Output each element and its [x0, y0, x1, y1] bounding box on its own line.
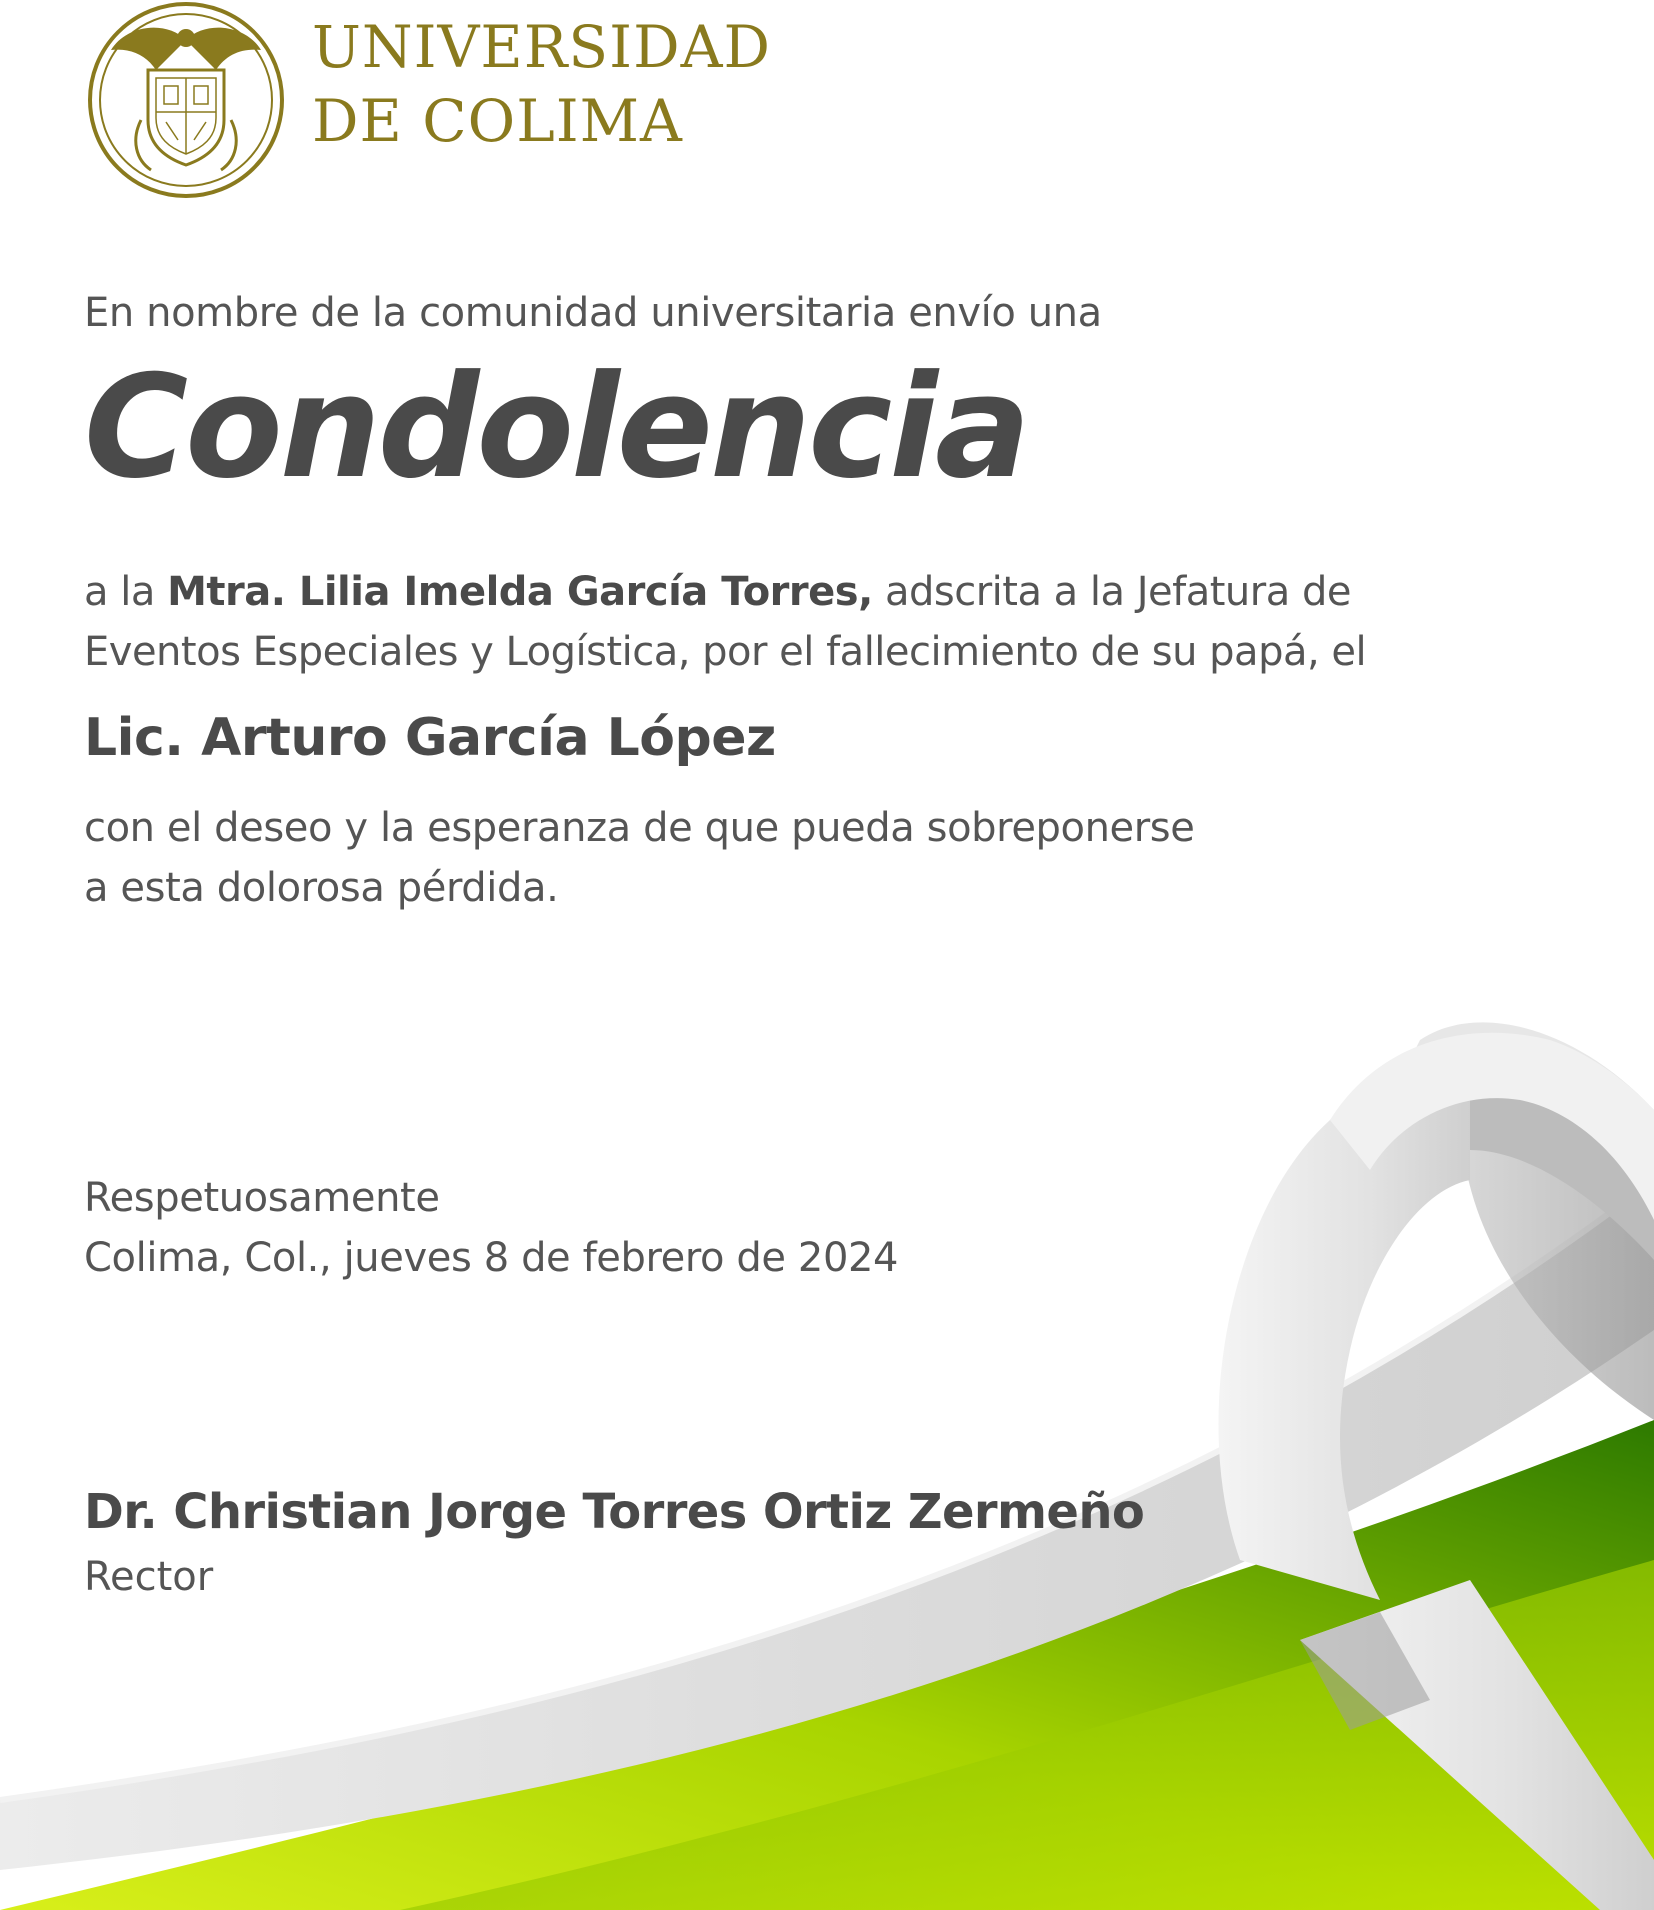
university-name-line2: DE COLIMA — [312, 87, 683, 155]
recipient-line2: Eventos Especiales y Logística, por el fallecimiento de su papá, el — [84, 629, 1367, 675]
wish-paragraph — [84, 798, 1194, 918]
page-title: Condolencia — [84, 345, 1028, 510]
signer-name: Dr. Christian Jorge Torres Ortiz Zermeño — [84, 1484, 1145, 1540]
closing-date: Colima, Col., jueves 8 de febrero de 2024 — [84, 1235, 899, 1281]
university-seal-icon — [86, 0, 286, 200]
recipient-prefix: a la — [84, 569, 168, 615]
recipient-name: Mtra. Lilia Imelda García Torres, — [167, 569, 873, 615]
university-name — [312, 13, 771, 155]
recipient-rest: adscrita a la Jefatura de — [872, 569, 1351, 615]
recipient-line1 — [84, 562, 1366, 622]
deceased-name: Lic. Arturo García López — [84, 708, 776, 768]
wish-line1: con el deseo y la esperanza de que pueda sobreponerse — [84, 805, 1195, 851]
signer-role: Rector — [84, 1554, 214, 1600]
wish-line2: a esta dolorosa pérdida. — [84, 865, 559, 911]
recipient-paragraph — [84, 562, 1366, 682]
closing — [84, 1168, 898, 1288]
closing-line1: Respetuosamente — [84, 1175, 440, 1221]
university-name-line1: UNIVERSIDAD — [312, 13, 771, 81]
intro-text: En nombre de la comunidad universitaria envío una — [84, 290, 1102, 336]
